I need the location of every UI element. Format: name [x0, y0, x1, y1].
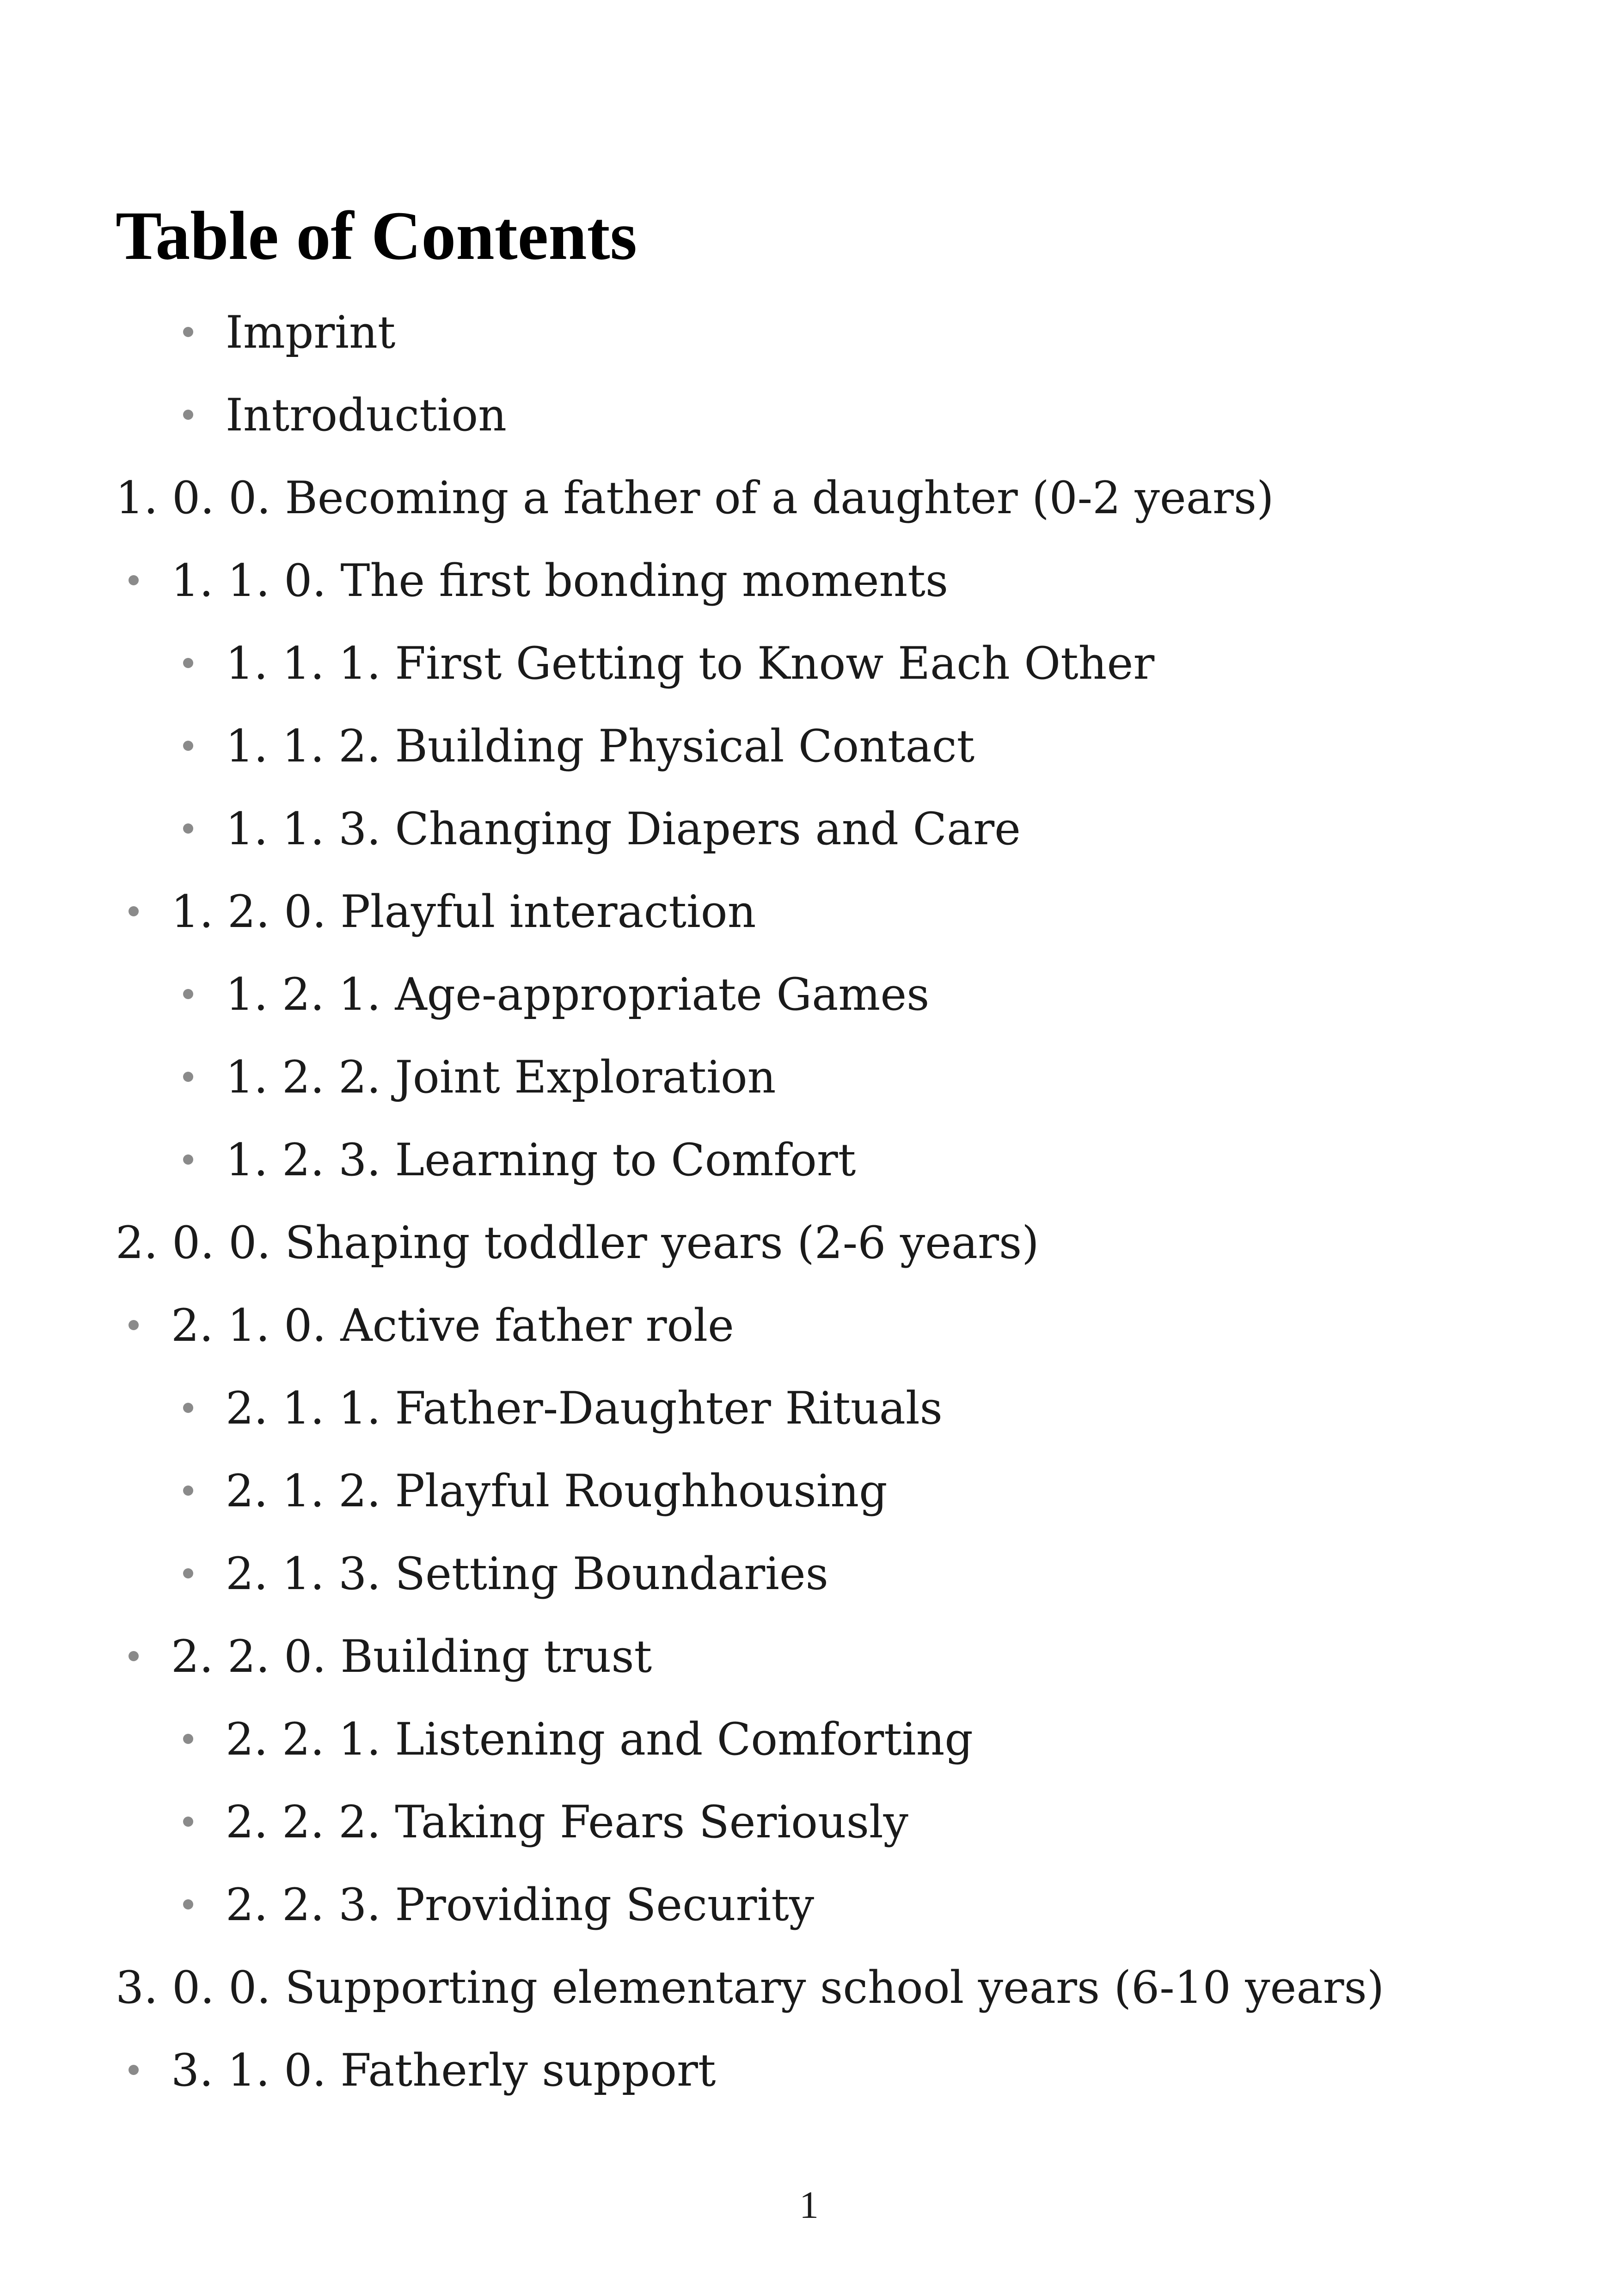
- page-title: Table of Contents: [116, 197, 637, 274]
- bullet-icon: [183, 1817, 193, 1827]
- bullet-icon: [183, 327, 193, 337]
- toc-entry-label[interactable]: 3. 0. 0. Supporting elementary school years (6-10 years): [116, 1962, 1385, 2014]
- bullet-icon: [129, 2065, 139, 2075]
- toc-entry-label[interactable]: 1. 2. 0. Playful interaction: [171, 886, 756, 938]
- toc-entry-label[interactable]: 1. 1. 0. The first bonding moments: [171, 555, 949, 607]
- bullet-icon: [183, 1154, 193, 1165]
- bullet-icon: [183, 1072, 193, 1082]
- toc-entry[interactable]: [0, 1450, 1384, 1533]
- toc-entry[interactable]: [0, 1036, 1384, 1119]
- toc-entry-label[interactable]: 2. 1. 2. Playful Roughhousing: [226, 1465, 888, 1517]
- bullet-icon: [183, 1403, 193, 1413]
- toc-entry[interactable]: [0, 1119, 1384, 1202]
- toc-entry-label[interactable]: 2. 2. 2. Taking Fears Seriously: [226, 1796, 908, 1848]
- bullet-icon: [183, 823, 193, 834]
- toc-entry-label[interactable]: 2. 1. 0. Active father role: [171, 1300, 734, 1351]
- bullet-icon: [183, 1734, 193, 1744]
- bullet-icon: [129, 1320, 139, 1330]
- toc-entry[interactable]: [0, 1698, 1384, 1781]
- toc-entry-label[interactable]: 2. 2. 3. Providing Security: [226, 1879, 815, 1931]
- page-number: 1: [799, 2184, 819, 2227]
- bullet-icon: [129, 1651, 139, 1661]
- bullet-icon: [183, 1568, 193, 1578]
- toc-entry-label[interactable]: 2. 1. 3. Setting Boundaries: [226, 1548, 828, 1600]
- toc-list: [0, 291, 1384, 2112]
- toc-entry[interactable]: [0, 1284, 1384, 1367]
- bullet-icon: [183, 1486, 193, 1496]
- bullet-icon: [129, 575, 139, 585]
- bullet-icon: [183, 989, 193, 999]
- toc-entry-label[interactable]: 1. 2. 3. Learning to Comfort: [226, 1134, 856, 1186]
- toc-entry[interactable]: [0, 871, 1384, 953]
- toc-entry[interactable]: [0, 540, 1384, 622]
- toc-entry-label[interactable]: 3. 1. 0. Fatherly support: [171, 2044, 716, 2096]
- bullet-icon: [129, 906, 139, 916]
- toc-entry[interactable]: [0, 953, 1384, 1036]
- toc-entry[interactable]: [0, 1367, 1384, 1450]
- toc-entry[interactable]: [0, 2029, 1384, 2112]
- toc-entry-label[interactable]: 2. 1. 1. Father-Daughter Rituals: [226, 1382, 943, 1434]
- toc-entry-label[interactable]: 2. 0. 0. Shaping toddler years (2-6 years): [116, 1217, 1039, 1269]
- toc-entry-label[interactable]: 1. 2. 1. Age-appropriate Games: [226, 969, 930, 1020]
- toc-entry[interactable]: [0, 1864, 1384, 1946]
- toc-entry[interactable]: [0, 1533, 1384, 1615]
- bullet-icon: [183, 410, 193, 420]
- toc-entry-label[interactable]: 1. 2. 2. Joint Exploration: [226, 1051, 776, 1103]
- toc-entry-label[interactable]: Imprint: [226, 307, 396, 358]
- toc-entry-label[interactable]: 2. 2. 0. Building trust: [171, 1631, 652, 1682]
- toc-entry[interactable]: [0, 705, 1384, 788]
- toc-entry[interactable]: [0, 1946, 1384, 2029]
- toc-entry[interactable]: [0, 374, 1384, 457]
- toc-entry-label[interactable]: 2. 2. 1. Listening and Comforting: [226, 1713, 973, 1765]
- toc-entry-label[interactable]: 1. 1. 2. Building Physical Contact: [226, 720, 975, 772]
- toc-entry[interactable]: [0, 1615, 1384, 1698]
- bullet-icon: [183, 741, 193, 751]
- toc-entry[interactable]: [0, 788, 1384, 871]
- toc-entry[interactable]: [0, 1781, 1384, 1864]
- toc-entry-label[interactable]: 1. 0. 0. Becoming a father of a daughter (0-2 years): [116, 472, 1274, 524]
- toc-entry-label[interactable]: 1. 1. 1. First Getting to Know Each Other: [226, 638, 1155, 689]
- toc-entry[interactable]: [0, 291, 1384, 374]
- bullet-icon: [183, 1899, 193, 1909]
- toc-entry[interactable]: [0, 1202, 1384, 1284]
- toc-entry-label[interactable]: 1. 1. 3. Changing Diapers and Care: [226, 803, 1021, 855]
- toc-entry[interactable]: [0, 457, 1384, 540]
- toc-entry[interactable]: [0, 622, 1384, 705]
- bullet-icon: [183, 658, 193, 668]
- toc-entry-label[interactable]: Introduction: [226, 389, 507, 441]
